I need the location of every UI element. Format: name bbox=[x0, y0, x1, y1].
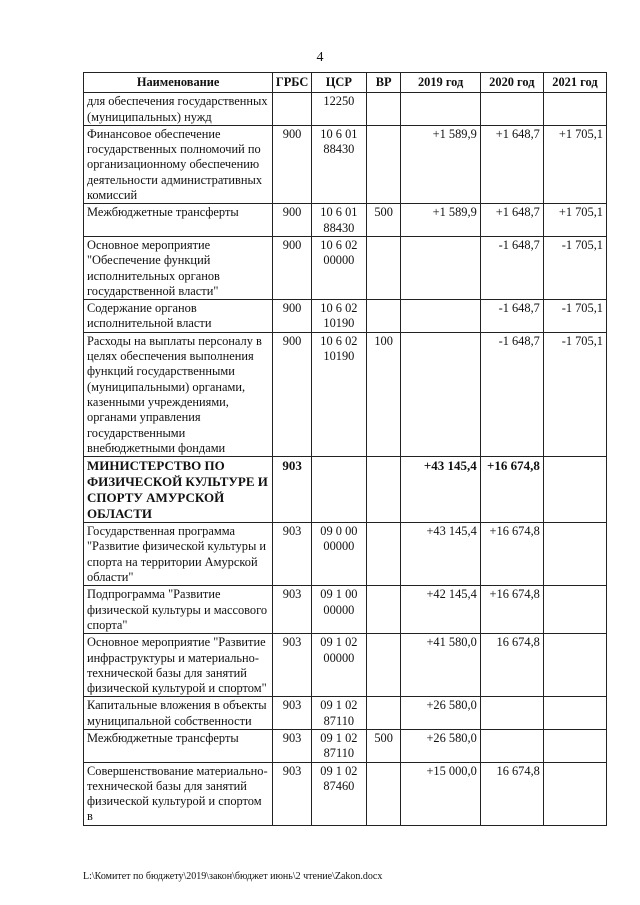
row-csr: 10 6 01 88430 bbox=[311, 204, 366, 237]
row-name: Основное мероприятие "Развитие инфраструктуры и материально-технической базы для занятий физической культурой и спортом" bbox=[84, 634, 273, 697]
row-2020: +16 674,8 bbox=[480, 586, 543, 634]
row-grbs: 900 bbox=[273, 125, 312, 203]
row-2019: +15 000,0 bbox=[401, 762, 480, 825]
row-2021 bbox=[543, 697, 606, 730]
table-row bbox=[84, 729, 607, 762]
row-2020: +16 674,8 bbox=[480, 457, 543, 523]
row-csr: 09 0 00 00000 bbox=[311, 523, 366, 586]
row-csr: 09 1 02 87460 bbox=[311, 762, 366, 825]
row-vr: 500 bbox=[366, 729, 401, 762]
table-row bbox=[84, 523, 607, 586]
row-2020: -1 648,7 bbox=[480, 300, 543, 333]
row-2020 bbox=[480, 697, 543, 730]
table-row bbox=[84, 93, 607, 126]
row-csr: 10 6 02 10190 bbox=[311, 300, 366, 333]
row-2020: +1 648,7 bbox=[480, 125, 543, 203]
header-vr: ВР bbox=[366, 73, 401, 93]
row-vr bbox=[366, 697, 401, 730]
row-csr: 09 1 02 87110 bbox=[311, 729, 366, 762]
row-vr bbox=[366, 586, 401, 634]
row-2019: +42 145,4 bbox=[401, 586, 480, 634]
row-2021: -1 705,1 bbox=[543, 332, 606, 456]
row-grbs: 903 bbox=[273, 729, 312, 762]
row-2021 bbox=[543, 457, 606, 523]
row-2019: +26 580,0 bbox=[401, 729, 480, 762]
table-row bbox=[84, 586, 607, 634]
row-name: Основное мероприятие "Обеспечение функций исполнительных органов государственной власти" bbox=[84, 236, 273, 299]
page-number: 4 bbox=[316, 50, 324, 65]
row-vr bbox=[366, 300, 401, 333]
table-header-row bbox=[84, 73, 607, 93]
row-2020: -1 648,7 bbox=[480, 332, 543, 456]
row-grbs bbox=[273, 93, 312, 126]
row-vr bbox=[366, 634, 401, 697]
row-csr: 10 6 02 00000 bbox=[311, 236, 366, 299]
row-2020: +1 648,7 bbox=[480, 204, 543, 237]
row-grbs: 900 bbox=[273, 300, 312, 333]
row-name: МИНИСТЕРСТВО ПО ФИЗИЧЕСКОЙ КУЛЬТУРЕ И СПОРТУ АМУРСКОЙ ОБЛАСТИ bbox=[84, 457, 273, 523]
header-grbs: ГРБС bbox=[273, 73, 312, 93]
row-vr bbox=[366, 762, 401, 825]
table-row bbox=[84, 236, 607, 299]
row-2021: -1 705,1 bbox=[543, 300, 606, 333]
row-vr bbox=[366, 125, 401, 203]
row-2021: +1 705,1 bbox=[543, 125, 606, 203]
row-2019 bbox=[401, 93, 480, 126]
row-grbs: 903 bbox=[273, 762, 312, 825]
row-vr bbox=[366, 236, 401, 299]
row-2021 bbox=[543, 93, 606, 126]
row-name: Подпрограмма "Развитие физической культуры и массового спорта" bbox=[84, 586, 273, 634]
row-2019: +43 145,4 bbox=[401, 523, 480, 586]
header-2019: 2019 год bbox=[401, 73, 480, 93]
table-row bbox=[84, 332, 607, 456]
row-vr bbox=[366, 457, 401, 523]
row-2020: 16 674,8 bbox=[480, 762, 543, 825]
row-vr bbox=[366, 93, 401, 126]
row-name: Капитальные вложения в объекты муниципальной собственности bbox=[84, 697, 273, 730]
row-2021 bbox=[543, 586, 606, 634]
row-grbs: 903 bbox=[273, 697, 312, 730]
row-2019: +1 589,9 bbox=[401, 125, 480, 203]
table-row bbox=[84, 125, 607, 203]
table-row bbox=[84, 300, 607, 333]
row-name: Межбюджетные трансферты bbox=[84, 729, 273, 762]
row-grbs: 903 bbox=[273, 586, 312, 634]
budget-table bbox=[83, 72, 607, 826]
row-2021 bbox=[543, 634, 606, 697]
row-csr: 10 6 02 10190 bbox=[311, 332, 366, 456]
row-2019: +41 580,0 bbox=[401, 634, 480, 697]
row-csr: 09 1 02 87110 bbox=[311, 697, 366, 730]
row-vr: 500 bbox=[366, 204, 401, 237]
row-name: Государственная программа "Развитие физической культуры и спорта на территории Амурской области" bbox=[84, 523, 273, 586]
row-csr: 09 1 02 00000 bbox=[311, 634, 366, 697]
row-2021 bbox=[543, 523, 606, 586]
row-2020: 16 674,8 bbox=[480, 634, 543, 697]
header-name: Наименование bbox=[84, 73, 273, 93]
table-row bbox=[84, 457, 607, 523]
row-grbs: 903 bbox=[273, 523, 312, 586]
row-name: Содержание органов исполнительной власти bbox=[84, 300, 273, 333]
header-2021: 2021 год bbox=[543, 73, 606, 93]
row-name: Финансовое обеспечение государственных полномочий по организационному обеспечению деятельности административных комиссий bbox=[84, 125, 273, 203]
header-2020: 2020 год bbox=[480, 73, 543, 93]
row-grbs: 900 bbox=[273, 236, 312, 299]
row-name: Межбюджетные трансферты bbox=[84, 204, 273, 237]
row-2021: +1 705,1 bbox=[543, 204, 606, 237]
row-2019 bbox=[401, 332, 480, 456]
row-2019: +43 145,4 bbox=[401, 457, 480, 523]
row-2020 bbox=[480, 93, 543, 126]
row-2019 bbox=[401, 300, 480, 333]
row-2020: +16 674,8 bbox=[480, 523, 543, 586]
row-2020: -1 648,7 bbox=[480, 236, 543, 299]
table-row bbox=[84, 204, 607, 237]
row-name: для обеспечения государственных (муниципальных) нужд bbox=[84, 93, 273, 126]
row-2019: +1 589,9 bbox=[401, 204, 480, 237]
row-csr: 12250 bbox=[311, 93, 366, 126]
table-row bbox=[84, 762, 607, 825]
table-row bbox=[84, 697, 607, 730]
row-2019 bbox=[401, 236, 480, 299]
table-row bbox=[84, 634, 607, 697]
row-2021: -1 705,1 bbox=[543, 236, 606, 299]
row-csr bbox=[311, 457, 366, 523]
row-vr: 100 bbox=[366, 332, 401, 456]
row-grbs: 900 bbox=[273, 204, 312, 237]
row-name: Совершенствование материально-технической базы для занятий физической культурой и спортом в bbox=[84, 762, 273, 825]
row-2020 bbox=[480, 729, 543, 762]
file-path-footer: L:\Комитет по бюджету\2019\закон\бюджет июнь\2 чтение\Zakon.docx bbox=[83, 871, 383, 882]
row-grbs: 903 bbox=[273, 634, 312, 697]
row-name: Расходы на выплаты персоналу в целях обеспечения выполнения функций государственными (муниципальными) органами, казенными учреждениями, органами управления государственными внебюджетными фондами bbox=[84, 332, 273, 456]
row-vr bbox=[366, 523, 401, 586]
row-2021 bbox=[543, 729, 606, 762]
row-csr: 09 1 00 00000 bbox=[311, 586, 366, 634]
header-csr: ЦСР bbox=[311, 73, 366, 93]
row-grbs: 900 bbox=[273, 332, 312, 456]
row-csr: 10 6 01 88430 bbox=[311, 125, 366, 203]
row-2021 bbox=[543, 762, 606, 825]
row-grbs: 903 bbox=[273, 457, 312, 523]
row-2019: +26 580,0 bbox=[401, 697, 480, 730]
